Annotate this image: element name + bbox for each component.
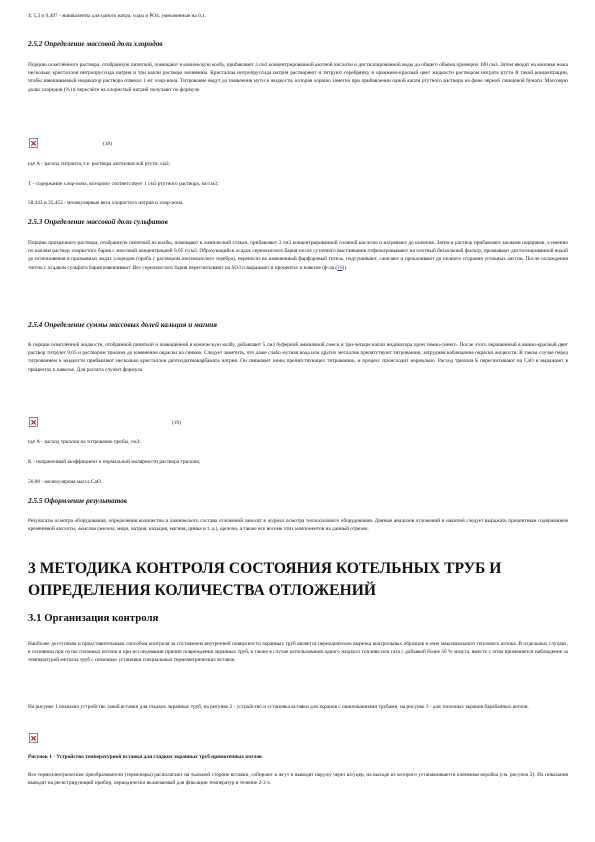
broken-image-icon [29,138,38,148]
heading-3-1: 3.1 Организация контроля [28,612,159,624]
paragraph-calcium-magnesium: К порции осветлённой жидкости, отобранной пипеткой и помещённой в коническую колбу, добавляют 5 см3 буферной аммиачной смеси и три-четыре капли индикатора хром темно-синего. После этого окрашенный в винно-красный цвет раствор титруют 0,05 н раствором трилона до изменения окраски на синюю. Следует заметить, что даже слабо мутная вода или других металлов препятствуют титрованию, затрудняя наблюдение окраски жидкости. В таком случае перед титрованием к жидкости прибавляют несколько кристаллов диэтилдитиокарбамата натрия. Он связывает ионы препятствующих титрованию, и процесс происходит нормально. Расход трилона Б пересчитывают на CaO и выражают в процентах к навеске. Для расчета служит формула [28,342,568,373]
broken-image-icon [29,417,38,427]
sulfates-tail: )). [342,264,348,271]
paragraph-results: Результаты осмотра оборудования, определения количества и химического состава отложений заносят в журнал осмотра теплосилового оборудования. Данные анализов отложений и накипей следует выражать процентным содержанием кремниевой кислоты, окислов (железа, меди, натрия, кальция, магния, цинка и т. д.), щелочи, а также все восемь этих компонентов на данный отрезок. [28,518,568,533]
top-line: 4; 5,3 и 9,497 - эквиваленты для одного натра, соды и PO4, умноженные на 0,1. [28,13,207,19]
paragraph-sulfates [28,239,568,272]
equation-number-19: (19) [172,420,181,426]
where-a-line: где А - расход трилона на титрование пробы, см3; [28,439,141,445]
where-k-line: К - поправочный коэффициент к нормальной молярности раствора трилона; [28,459,201,465]
broken-image-icon [29,733,38,743]
paragraph-chlorides: Порцию осветлённого раствора, отобранную пипеткой, помещают в коническую колбу, прибавляют 3 см3 концентрированной азотной кислоты и дистиллированной воды до общего объёма примерно 100 см3. Затем вводят на кончике ножа несколько кристаллов нитропруссида натрия и три капли раствора мочевины. Кристаллы нитропруссида натрия растворяют и титруют серебрянку в оранжево-красный цвет жидкости раствором нитрата ртути II такой концентрации, чтобы взвешиваемый индикатор раствора отвечал 1 мг хлор-иона. Титрование ведут до появления мути в жидкости, которая хорошо заметна при прибавлении одной капли ртутного раствора на фоне чёрной глянцевой бумаги. Массовую долю хлоридов (%) в пересчёте на хлористый натрий получают по формуле [28,62,568,93]
figure-1-caption: Рисунок 1 - Устройство температурной вставки для гладких экранных труб прямоточных котлов [28,754,262,760]
paragraph-thermocouples: Все термоэлектрические преобразователи (термопары) располагают на тыльной стороне вставки, собирают в жгут и выводят наружу через штуцер, на выходе из которого устанавливается клеммная коробка (см. рисунок 2). Их показания выводят на регистрирующий прибор, периодически включаемый для фиксации температур в течение 2-3 ч. [28,772,568,787]
heading-2-5-4: 2.5.4 Определение суммы массовых долей кальция и магния [28,321,217,329]
where-m-line: 56,08 - молекулярная масса CaO. [28,479,102,485]
paragraph-figures-overview: На рисунке 1 показано устройство такой вставки для гладких экранных труб, на рисунке 2 - устройство и установка вставки для экранов с ошипованными трубами, на рисунке 3 - для топочных экранов барабанных котлов. [28,704,529,710]
heading-2-5-2: 2.5.2 Определение массовой доли хлоридов [28,40,163,48]
formula-16-link[interactable]: 16 [337,264,343,271]
chapter-3-heading: 3 МЕТОДИКА КОНТРОЛЯ СОСТОЯНИЯ КОТЕЛЬНЫХ ТРУБ И ОПРЕДЕЛЕНИЯ КОЛИЧЕСТВА ОТЛОЖЕНИЙ [28,560,502,599]
heading-2-5-5: 2.5.5 Оформление результатов [28,497,128,505]
where-t-line: Т - содержание хлор-иона, которому соответствует 1 см3 ртутного раствора, мг/см3; [28,181,219,187]
sulfates-text: Порцию прозрачного раствора, отобранную пипеткой из колбы, помещают в химический стакан, прибавляют 3 см3 концентрированной соляной кислоты и нагревают до кипения. Затем в раствор прибавляют малыми порциями, а именно по каплям раствор хлористого бария с массовой концентрацией 0,05 г/см3. Образующийся осадок сернокислого бария после суточного выстаивания отфильтровывают на плотный беззольный фильтр, промывают дистиллированной водой до исчезновения в промывных водах хлоридов (проба с раствором азотнокислого серебра), переносят во взвешенный фарфоровый тигель, подсушивают, сжигают и прокаливают до полного сгорания угольных частиц. После охлаждения тигель с осадком сульфата бария взвешивают. Вес сернокислого бария пересчитывают на SO3 и выражают в процентах к навеске (ф-ла ( [28,240,568,271]
equation-number-18: (18) [103,141,112,147]
paragraph-control-organization: Наиболее доступным и представительным способом контроля за состоянием внутренней поверхности экранных труб является периодическое вырезка контрольных образцов в зоне максимального теплового потока. В отдельных случаях, в основном при пуске головных котлов и при исследовании причин повреждения экранных труб, а также в случае использования одного жидкого топлива или газа с добавкой более 50 % мазута, вместе с этим применяется наблюдение за температурой металла труб с помощью установки специальных термометрических вставок. [28,641,568,664]
where-a-line: где А - расход титранта, т.е. раствора азотнокислой ртути, см3; [28,161,170,167]
where-m-line: 58,443 и 35,453 - молекулярные веса хлористого натрия и хлор-иона. [28,200,184,206]
heading-2-5-3: 2.5.3 Определение массовой доли сульфатов [28,218,168,226]
